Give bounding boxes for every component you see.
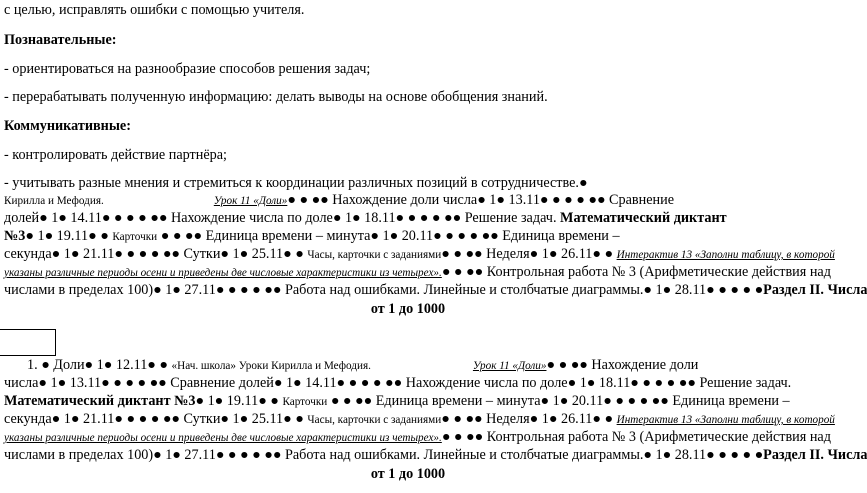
block2-line: [4, 393, 790, 411]
block2-line: числа● 1● 13.11● ● ● ● ●● Сравнение долей● 1● 14.11● ● ● ● ●● Нахождение числа по доле● 1● 18.11● ● ● ● ●● Решение задач.: [4, 375, 792, 391]
communicative-heading: Коммуникативные:: [4, 118, 131, 134]
cognitive-heading: Познавательные:: [4, 32, 117, 48]
schedule-text: ● ● ●● Единица времени – минута● 1● 20.11● ● ● ● ●● Единица времени –: [327, 393, 790, 409]
schedule-text: ● ● ●● Нахождение доли: [546, 357, 699, 373]
resource-text: «Нач. школа» Уроки Кирилла и Мефодия.: [171, 360, 371, 372]
block1-line: [4, 246, 835, 264]
dictation-label: Математический диктант №3: [4, 393, 196, 409]
schedule-text: ● Доли● 1● 12.11● ●: [41, 357, 172, 373]
schedule-text: ● ● ●● Единица времени – минута● 1● 20.11● ● ● ● ●● Единица времени –: [157, 228, 620, 244]
schedule-text: ● ● ●● Неделя● 1● 26.11● ●: [441, 411, 617, 427]
dictation-label: Математический диктант: [560, 210, 727, 226]
interactive-link[interactable]: указаны различные периоды осени и приведены две числовые характеристики из четырех».: [4, 267, 442, 279]
section-heading: Раздел II. Числа: [763, 447, 867, 463]
block1-line: [4, 192, 674, 210]
list-number: 1.: [27, 357, 38, 373]
section-heading-range: от 1 до 1000: [370, 301, 446, 317]
schedule-text: числами в пределах 100)● 1● 27.11● ● ● ● ●● Работа над ошибками. Линейные и столбчатые диаграммы.● 1● 28.11● ● ● ● ●: [4, 447, 764, 463]
schedule-text: долей● 1● 14.11● ● ● ● ●● Нахождение числа по доле● 1● 18.11● ● ● ● ●● Решение задач.: [4, 210, 561, 226]
block1-line: [4, 228, 620, 246]
block2-line: [4, 411, 835, 429]
empty-table-cell: [0, 329, 56, 356]
interactive-link[interactable]: Интерактив 13 «Заполни таблицу, в которой: [616, 414, 835, 426]
resource-text: Карточки: [112, 231, 158, 243]
schedule-text: ● 1● 19.11● ●: [25, 228, 113, 244]
interactive-link[interactable]: указаны различные периоды осени и приведены две числовые характеристики из четырех».: [4, 432, 442, 444]
resource-text: Карточки: [282, 396, 328, 408]
block1-line: [4, 210, 727, 227]
section-heading: Раздел II. Числа: [763, 282, 867, 298]
block2-line: [4, 429, 831, 447]
resource-text: Часы, карточки с заданиями: [307, 414, 442, 426]
block2-line: [4, 447, 867, 464]
interactive-link[interactable]: Интерактив 13 «Заполни таблицу, в которой: [616, 249, 835, 261]
schedule-text: ● ● ●● Неделя● 1● 26.11● ●: [441, 246, 617, 262]
cognitive-item: - ориентироваться на разнообразие способов решения задач;: [4, 61, 371, 77]
schedule-text: ● ● ●● Контрольная работа № 3 (Арифметические действия над: [441, 264, 831, 280]
block1-line: [4, 282, 867, 299]
schedule-text: секунда● 1● 21.11● ● ● ● ●● Сутки● 1● 25.11● ●: [4, 246, 308, 262]
communicative-item: - учитывать разные мнения и стремиться к координации различных позиций в сотрудничестве.●: [4, 175, 588, 191]
communicative-item: - контролировать действие партнёра;: [4, 147, 227, 163]
schedule-text: ● 1● 19.11● ●: [195, 393, 283, 409]
intro-line: с целью, исправлять ошибки с помощью учителя.: [4, 2, 305, 18]
lesson-link[interactable]: Урок 11 «Доли»: [472, 360, 547, 372]
block2-line: [27, 357, 698, 375]
schedule-text: числами в пределах 100)● 1● 27.11● ● ● ● ●● Работа над ошибками. Линейные и столбчатые диаграммы.● 1● 28.11● ● ● ● ●: [4, 282, 764, 298]
lesson-link[interactable]: Урок 11 «Доли»: [213, 195, 288, 207]
dictation-number: №3: [4, 228, 26, 244]
cognitive-item: - перерабатывать полученную информацию: делать выводы на основе обобщения знаний.: [4, 89, 548, 105]
schedule-text: ● ● ●● Контрольная работа № 3 (Арифметические действия над: [441, 429, 831, 445]
schedule-text: ● ● ●● Нахождение доли числа● 1● 13.11● ● ● ● ●● Сравнение: [287, 192, 674, 208]
resource-text: Кирилла и Мефодия.: [4, 195, 104, 207]
block1-line: [4, 264, 831, 282]
schedule-text: секунда● 1● 21.11● ● ● ● ●● Сутки● 1● 25.11● ●: [4, 411, 308, 427]
resource-text: Часы, карточки с заданиями: [307, 249, 442, 261]
section-heading-range: от 1 до 1000: [370, 466, 446, 482]
